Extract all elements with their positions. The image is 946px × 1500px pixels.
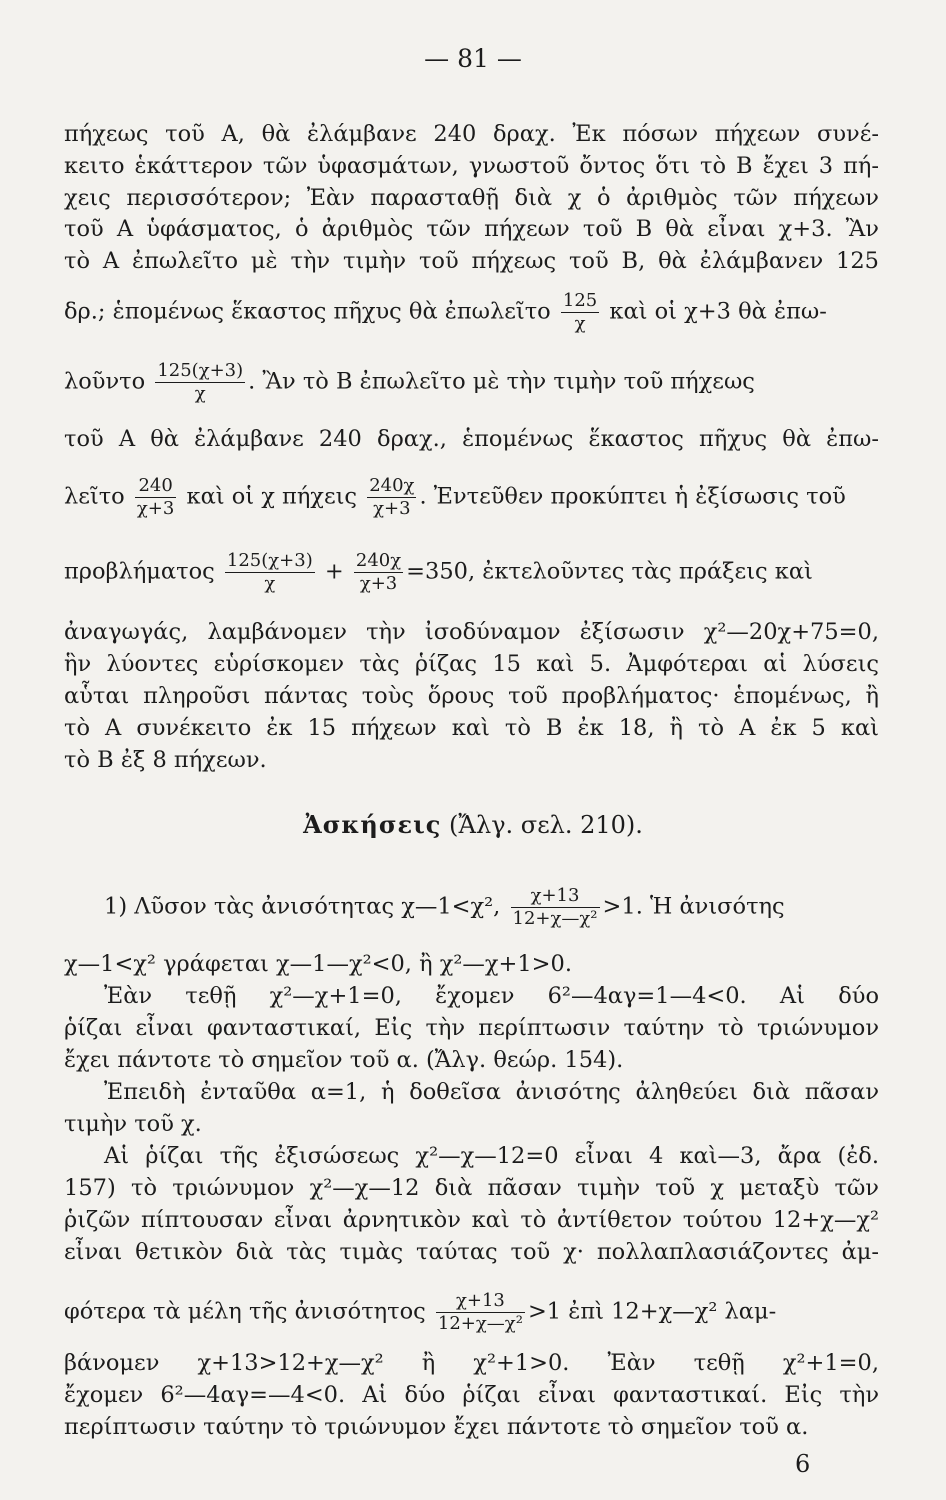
fraction-denominator: χ+3	[367, 497, 416, 520]
text-line: χεις περισσότερον; Ἐὰν παρασταθῇ διὰ χ ὁ ἀριθμὸς τῶν πήχεων	[64, 185, 879, 211]
signature-mark: 6	[795, 1450, 811, 1478]
section-heading	[0, 810, 946, 839]
fraction-denominator: 12+χ—χ²	[437, 1313, 523, 1334]
text-line: εἶναι θετικὸν διὰ τὰς τιμὰς ταύτας τοῦ χ· πολλαπλασιάζοντες ἀμ-	[64, 1239, 879, 1265]
text-line: ῥίζαι εἶναι φανταστικαί, Εἰς τὴν περίπτωσιν ταύτην τὸ τριώνυμον	[64, 1015, 879, 1041]
fraction-denominator: χ+3	[136, 498, 175, 519]
fraction-denominator: 12+χ—χ²	[512, 908, 598, 929]
text-line: αὗται πληροῦσι πάντας τοὺς ὅρους τοῦ προβλήματος· ἑπομένως, ἢ	[64, 683, 879, 709]
fraction	[367, 475, 416, 520]
text-line: περίπτωσιν ταύτην τὸ τριώνυμον ἔχει πάντοτε τὸ σημεῖον τοῦ α.	[64, 1414, 809, 1440]
fraction	[511, 885, 600, 930]
fraction-numerator: χ+13	[530, 885, 580, 906]
text-line	[64, 475, 879, 520]
text-segment: >1 ἐπὶ 12+χ—χ² λαμ-	[527, 1298, 777, 1325]
text-line: ἣν λύοντες εὑρίσκομεν τὰς ῥίζας 15 καὶ 5. Ἀμφότεραι αἱ λύσεις	[64, 651, 879, 677]
text-line: πήχεως τοῦ Α, θὰ ἐλάμβανε 240 δραχ. Ἐκ πόσων πήχεων συνέ-	[64, 121, 879, 147]
text-line: τὸ Α ἐπωλεῖτο μὲ τὴν τιμὴν τοῦ πήχεως τοῦ Β, θὰ ἐλάμβανεν 125	[64, 248, 879, 274]
text-line: 157) τὸ τριώνυμον χ²—χ—12 διὰ πᾶσαν τιμὴν τοῦ χ μεταξὺ τῶν	[64, 1175, 879, 1201]
text-line: βάνομεν χ+13>12+χ—χ² ἢ χ²+1>0. Ἐὰν τεθῇ χ²+1=0,	[64, 1350, 879, 1376]
text-line: ἀναγωγάς, λαμβάνομεν τὴν ἰσοδύναμον ἐξίσωσιν χ²—20χ+75=0,	[64, 619, 879, 645]
page-number: — 81 —	[424, 44, 522, 73]
fraction-numerator: 125(χ+3)	[157, 360, 244, 381]
fraction-numerator: 240χ	[369, 475, 415, 496]
text-line: τοῦ Α ὑφάσματος, ὁ ἀριθμὸς τῶν πήχεων τοῦ Β θὰ εἶναι χ+3. Ἂν	[64, 216, 879, 242]
text-segment: . Ἂν τὸ Β ἐπωλεῖτο μὲ τὴν τιμὴν τοῦ πήχεως	[248, 368, 755, 395]
plus-sign: +	[324, 558, 344, 585]
fraction	[561, 290, 599, 335]
fraction-denominator: χ	[155, 382, 245, 405]
fraction-numerator: χ+13	[455, 1290, 505, 1311]
fraction-numerator: 125(χ+3)	[226, 550, 313, 571]
text-segment: καὶ οἱ χ+3 θὰ ἐπω-	[609, 298, 827, 325]
text-line: ἔχομεν 6²—4αγ=—4<0. Αἱ δύο ῥίζαι εἶναι φανταστικαί. Εἰς τὴν	[64, 1382, 879, 1408]
text-segment: λοῦντο	[64, 368, 146, 395]
fraction	[436, 1290, 525, 1335]
text-segment: δρ.; ἑπομένως ἕκαστος πῆχυς θὰ ἐπωλεῖτο	[64, 298, 551, 325]
text-line	[64, 550, 879, 595]
text-line: ῥιζῶν πίπτουσαν εἶναι ἀρνητικὸν καὶ τὸ ἀντίθετον τούτου 12+χ—χ²	[64, 1207, 879, 1233]
fraction-numerator: 125	[562, 290, 598, 311]
text-segment: . Ἐντεῦθεν προκύπτει ἡ ἐξίσωσις τοῦ	[419, 483, 846, 510]
text-line: τιμὴν τοῦ χ.	[64, 1111, 202, 1137]
fraction	[135, 475, 176, 520]
text-segment: =350, ἐκτελοῦντες τὰς πράξεις καὶ	[406, 558, 813, 585]
text-segment: καὶ οἱ χ πήχεις	[186, 483, 358, 510]
fraction-denominator: χ+3	[354, 572, 403, 595]
text-segment: φότερα τὰ μέλη τῆς ἀνισότητος	[64, 1298, 426, 1325]
text-segment: λεῖτο	[64, 483, 125, 510]
text-line: Ἐὰν τεθῇ χ²—χ+1=0, ἔχομεν 6²—4αγ=1—4<0. Αἱ δύο	[104, 983, 879, 1009]
fraction	[225, 550, 315, 595]
fraction	[155, 360, 245, 405]
text-line: τὸ Β ἐξ 8 πήχεων.	[64, 747, 267, 773]
fraction-denominator: χ	[561, 312, 599, 335]
fraction-numerator: 240χ	[355, 550, 402, 571]
heading-title: Ἀσκήσεις	[303, 810, 442, 839]
fraction	[354, 550, 403, 595]
text-line: κειτο ἑκάττερον τῶν ὑφασμάτων, γνωστοῦ ὄντος ὅτι τὸ Β ἔχει 3 πή-	[64, 153, 879, 179]
text-line: χ—1<χ² γράφεται χ—1—χ²<0, ἢ χ²—χ+1>0.	[64, 951, 572, 977]
text-segment: >1. Ἡ ἀνισότης	[602, 893, 785, 920]
text-line	[64, 1290, 879, 1335]
fraction-numerator: 240	[138, 475, 173, 496]
heading-reference: (Ἄλγ. σελ. 210).	[449, 811, 643, 839]
text-line: τοῦ Α θὰ ἐλάμβανε 240 δραχ., ἑπομένως ἕκαστος πῆχυς θὰ ἐπω-	[64, 426, 879, 452]
text-line	[64, 290, 879, 335]
text-line: τὸ Α συνέκειτο ἐκ 15 πήχεων καὶ τὸ Β ἐκ 18, ἢ τὸ Α ἐκ 5 καὶ	[64, 715, 879, 741]
text-segment: 1) Λῦσον τὰς ἀνισότητας χ—1<χ²,	[104, 893, 501, 920]
text-segment: προβλήματος	[64, 558, 215, 585]
fraction-denominator: χ	[225, 572, 315, 595]
text-line: ἔχει πάντοτε τὸ σημεῖον τοῦ α. (Ἄλγ. θεώρ. 154).	[64, 1047, 624, 1073]
text-line: Αἱ ῥίζαι τῆς ἐξισώσεως χ²—χ—12=0 εἶναι 4 καὶ—3, ἄρα (ἐδ.	[104, 1143, 879, 1169]
text-line	[64, 885, 919, 930]
text-line: Ἐπειδὴ ἐνταῦθα α=1, ἡ δοθεῖσα ἀνισότης ἀληθεύει διὰ πᾶσαν	[104, 1079, 879, 1105]
text-line	[64, 360, 879, 405]
